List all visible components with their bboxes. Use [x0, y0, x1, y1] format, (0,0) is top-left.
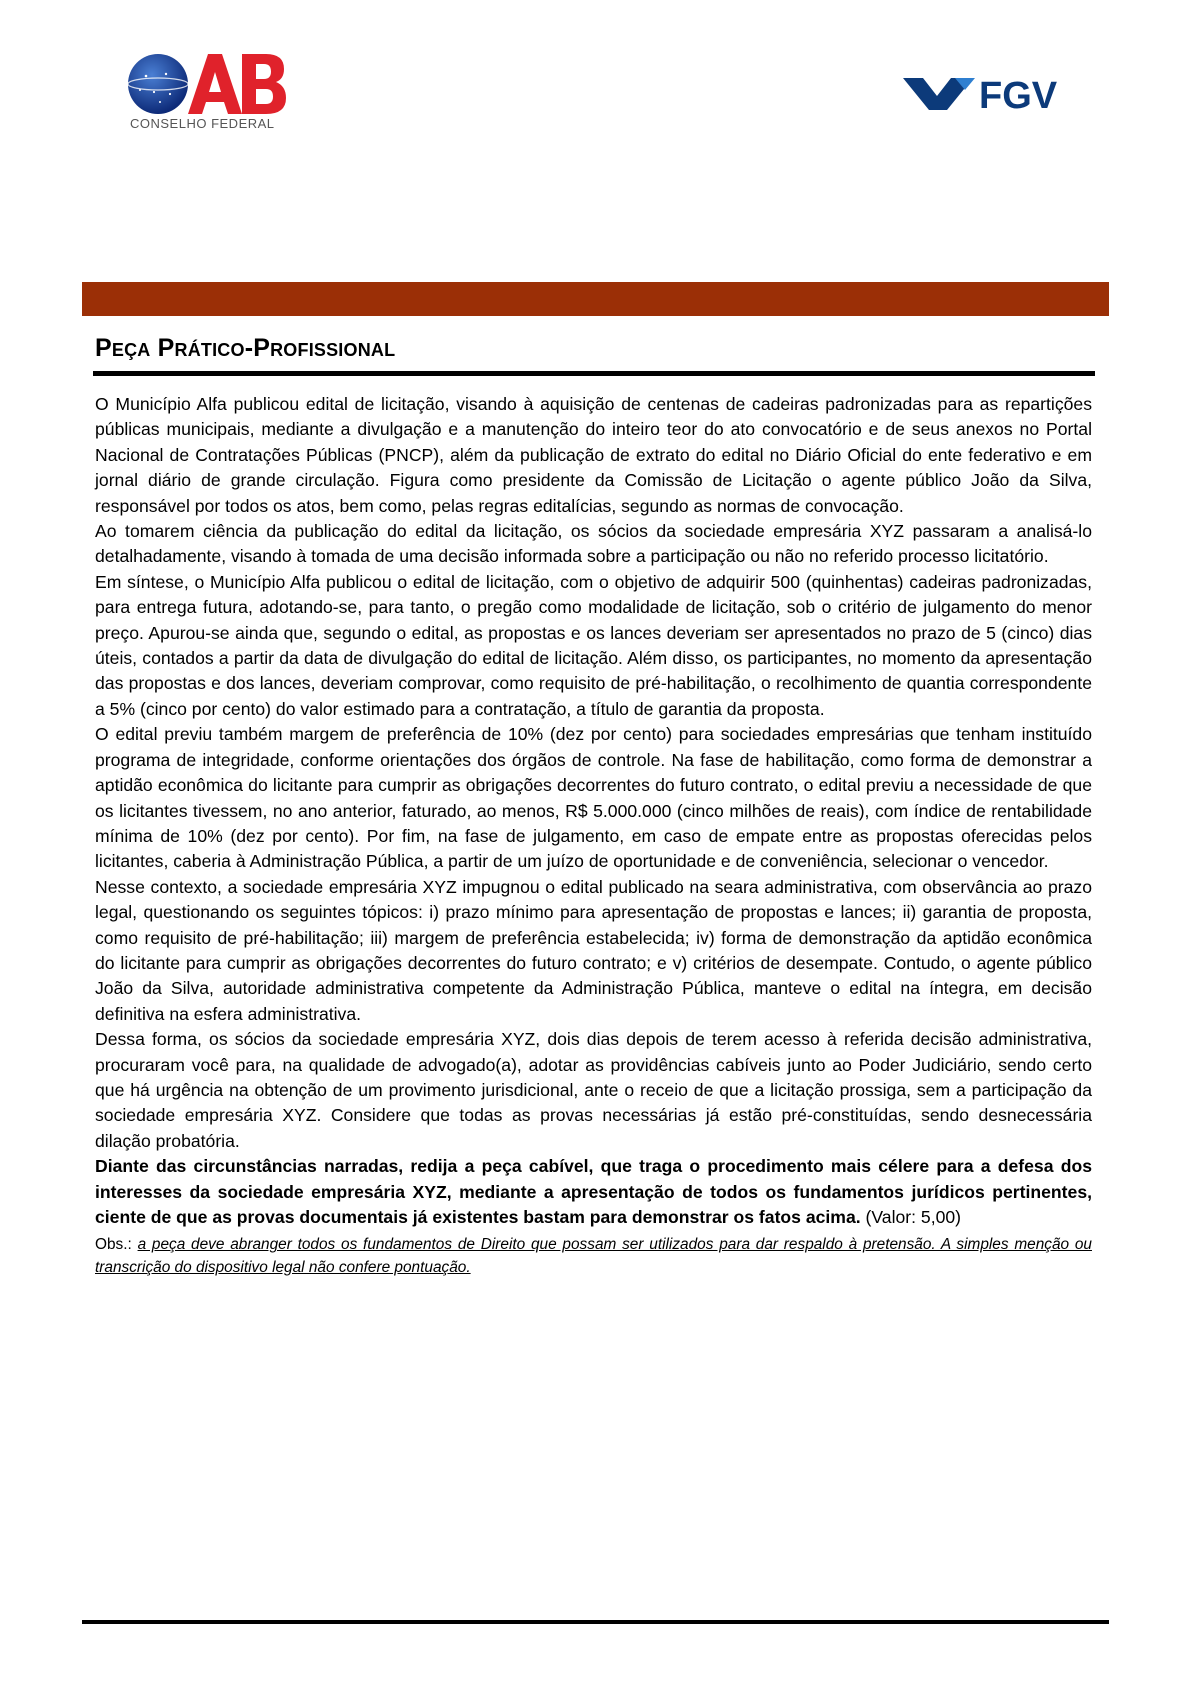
- page-title: Peça Prático-Profissional: [95, 334, 396, 362]
- obs-text: a peça deve abranger todos os fundamentos de Direito que possam ser utilizados para dar respaldo à pretensão. A simples menção ou transcrição do dispositivo legal não confere pontuação.: [95, 1236, 1092, 1276]
- question-body: [95, 392, 1092, 1279]
- score-value: (Valor: 5,00): [865, 1207, 962, 1227]
- fgv-logo: [903, 74, 1083, 112]
- obs-label: Obs.:: [95, 1236, 132, 1254]
- paragraph: Em síntese, o Município Alfa publicou o edital de licitação, com o objetivo de adquirir 500 (quinhentas) cadeiras padronizadas, para entrega futura, adotando-se, para tanto, o pregão como modalidade de licitação, sob o critério de julgamento do menor preço. Apurou-se ainda que, segundo o edital, as propostas e os lances deveriam ser apresentados no prazo de 5 (cinco) dias úteis, contados a partir da data de divulgação do edital de licitação. Além disso, os participantes, no momento da apresentação das propostas e dos lances, deveriam comprovar, como requisito de pré-habilitação, o recolhimento de quantia correspondente a 5% (cinco por cento) do valor estimado para a contratação, a título de garantia da proposta.: [95, 571, 1092, 719]
- fgv-logo-text: FGV: [979, 75, 1058, 112]
- globe-icon: [128, 54, 188, 114]
- paragraph: Nesse contexto, a sociedade empresária XYZ impugnou o edital publicado na seara administrativa, com observância ao prazo legal, questionando os seguintes tópicos: i) prazo mínimo para apresentação de propostas e lances; ii) garantia de proposta, como requisito de pré-habilitação; iii) margem de preferência estabelecida; iv) forma de demonstração da aptidão econômica do licitante para cumprir as obrigações decorrentes do futuro contrato; e v) critérios de desempate. Contudo, o agente público João da Silva, autoridade administrativa competente da Administração Pública, manteve o edital na íntegra, em decisão definitiva na esfera administrativa.: [95, 876, 1092, 1024]
- paragraph: O edital previu também margem de preferência de 10% (dez por cento) para sociedades empresárias que tenham instituído programa de integridade, conforme orientações dos órgãos de controle. Na fase de habilitação, como forma de demonstrar a aptidão econômica do licitante para cumprir as obrigações decorrentes do futuro contrato, o edital previu a necessidade de que os licitantes tivessem, no ano anterior, faturado, ao menos, R$ 5.000.000 (cinco milhões de reais), com índice de rentabilidade mínima de 10% (dez por cento). Por fim, na fase de julgamento, em caso de empate entre as propostas oferecidas pelos licitantes, caberia à Administração Pública, a partir de um juízo de oportunidade e de conveniência, selecionar o vencedor.: [95, 724, 1092, 872]
- paragraph: Dessa forma, os sócios da sociedade empresária XYZ, dois dias depois de terem acesso à referida decisão administrativa, procuraram você para, na qualidade de advogado(a), adotar as providências cabíveis junto ao Poder Judiciário, sendo certo que há urgência na obtenção de um provimento jurisdicional, ante o receio de que a licitação prossiga, sem a participação da sociedade empresária XYZ. Considere que todas as provas necessárias já estão pré-constituídas, sendo desnecessária dilação probatória.: [95, 1029, 1092, 1151]
- footer-divider: [82, 1620, 1109, 1624]
- instruction-text: Diante das circunstâncias narradas, redija a peça cabível, que traga o procedimento mais célere para a defesa dos interesses da sociedade empresária XYZ, mediante a apresentação de todos os fundamentos jurídicos pertinentes, ciente de que as provas documentais já existentes bastam para demonstrar os fatos acima.: [95, 1156, 1092, 1227]
- instruction-paragraph: [95, 1154, 1092, 1230]
- paragraph: Ao tomarem ciência da publicação do edital da licitação, os sócios da sociedade empresária XYZ passaram a analisá-lo detalhadamente, visando à tomada de uma decisão informada sobre a participação ou não no referido processo licitatório.: [95, 521, 1092, 567]
- fgv-logo-mark: [903, 74, 1083, 112]
- title-divider: [93, 371, 1095, 376]
- header-band: [82, 282, 1109, 316]
- oab-subtitle: CONSELHO FEDERAL: [130, 116, 275, 131]
- oab-logo-mark: [126, 52, 286, 116]
- paragraph: O Município Alfa publicou edital de licitação, visando à aquisição de centenas de cadeiras padronizadas para as repartições públicas municipais, mediante a divulgação e a manutenção do inteiro teor do ato convocatório e de seus anexos no Portal Nacional de Contratações Públicas (PNCP), além da publicação de extrato do edital no Diário Oficial do ente federativo e em jornal diário de grande circulação. Figura como presidente da Comissão de Licitação o agente público João da Silva, responsável por todos os atos, bem como, pelas regras editalícias, segundo as normas de convocação.: [95, 394, 1092, 516]
- observation: [95, 1234, 1092, 1279]
- oab-logo: [126, 52, 286, 134]
